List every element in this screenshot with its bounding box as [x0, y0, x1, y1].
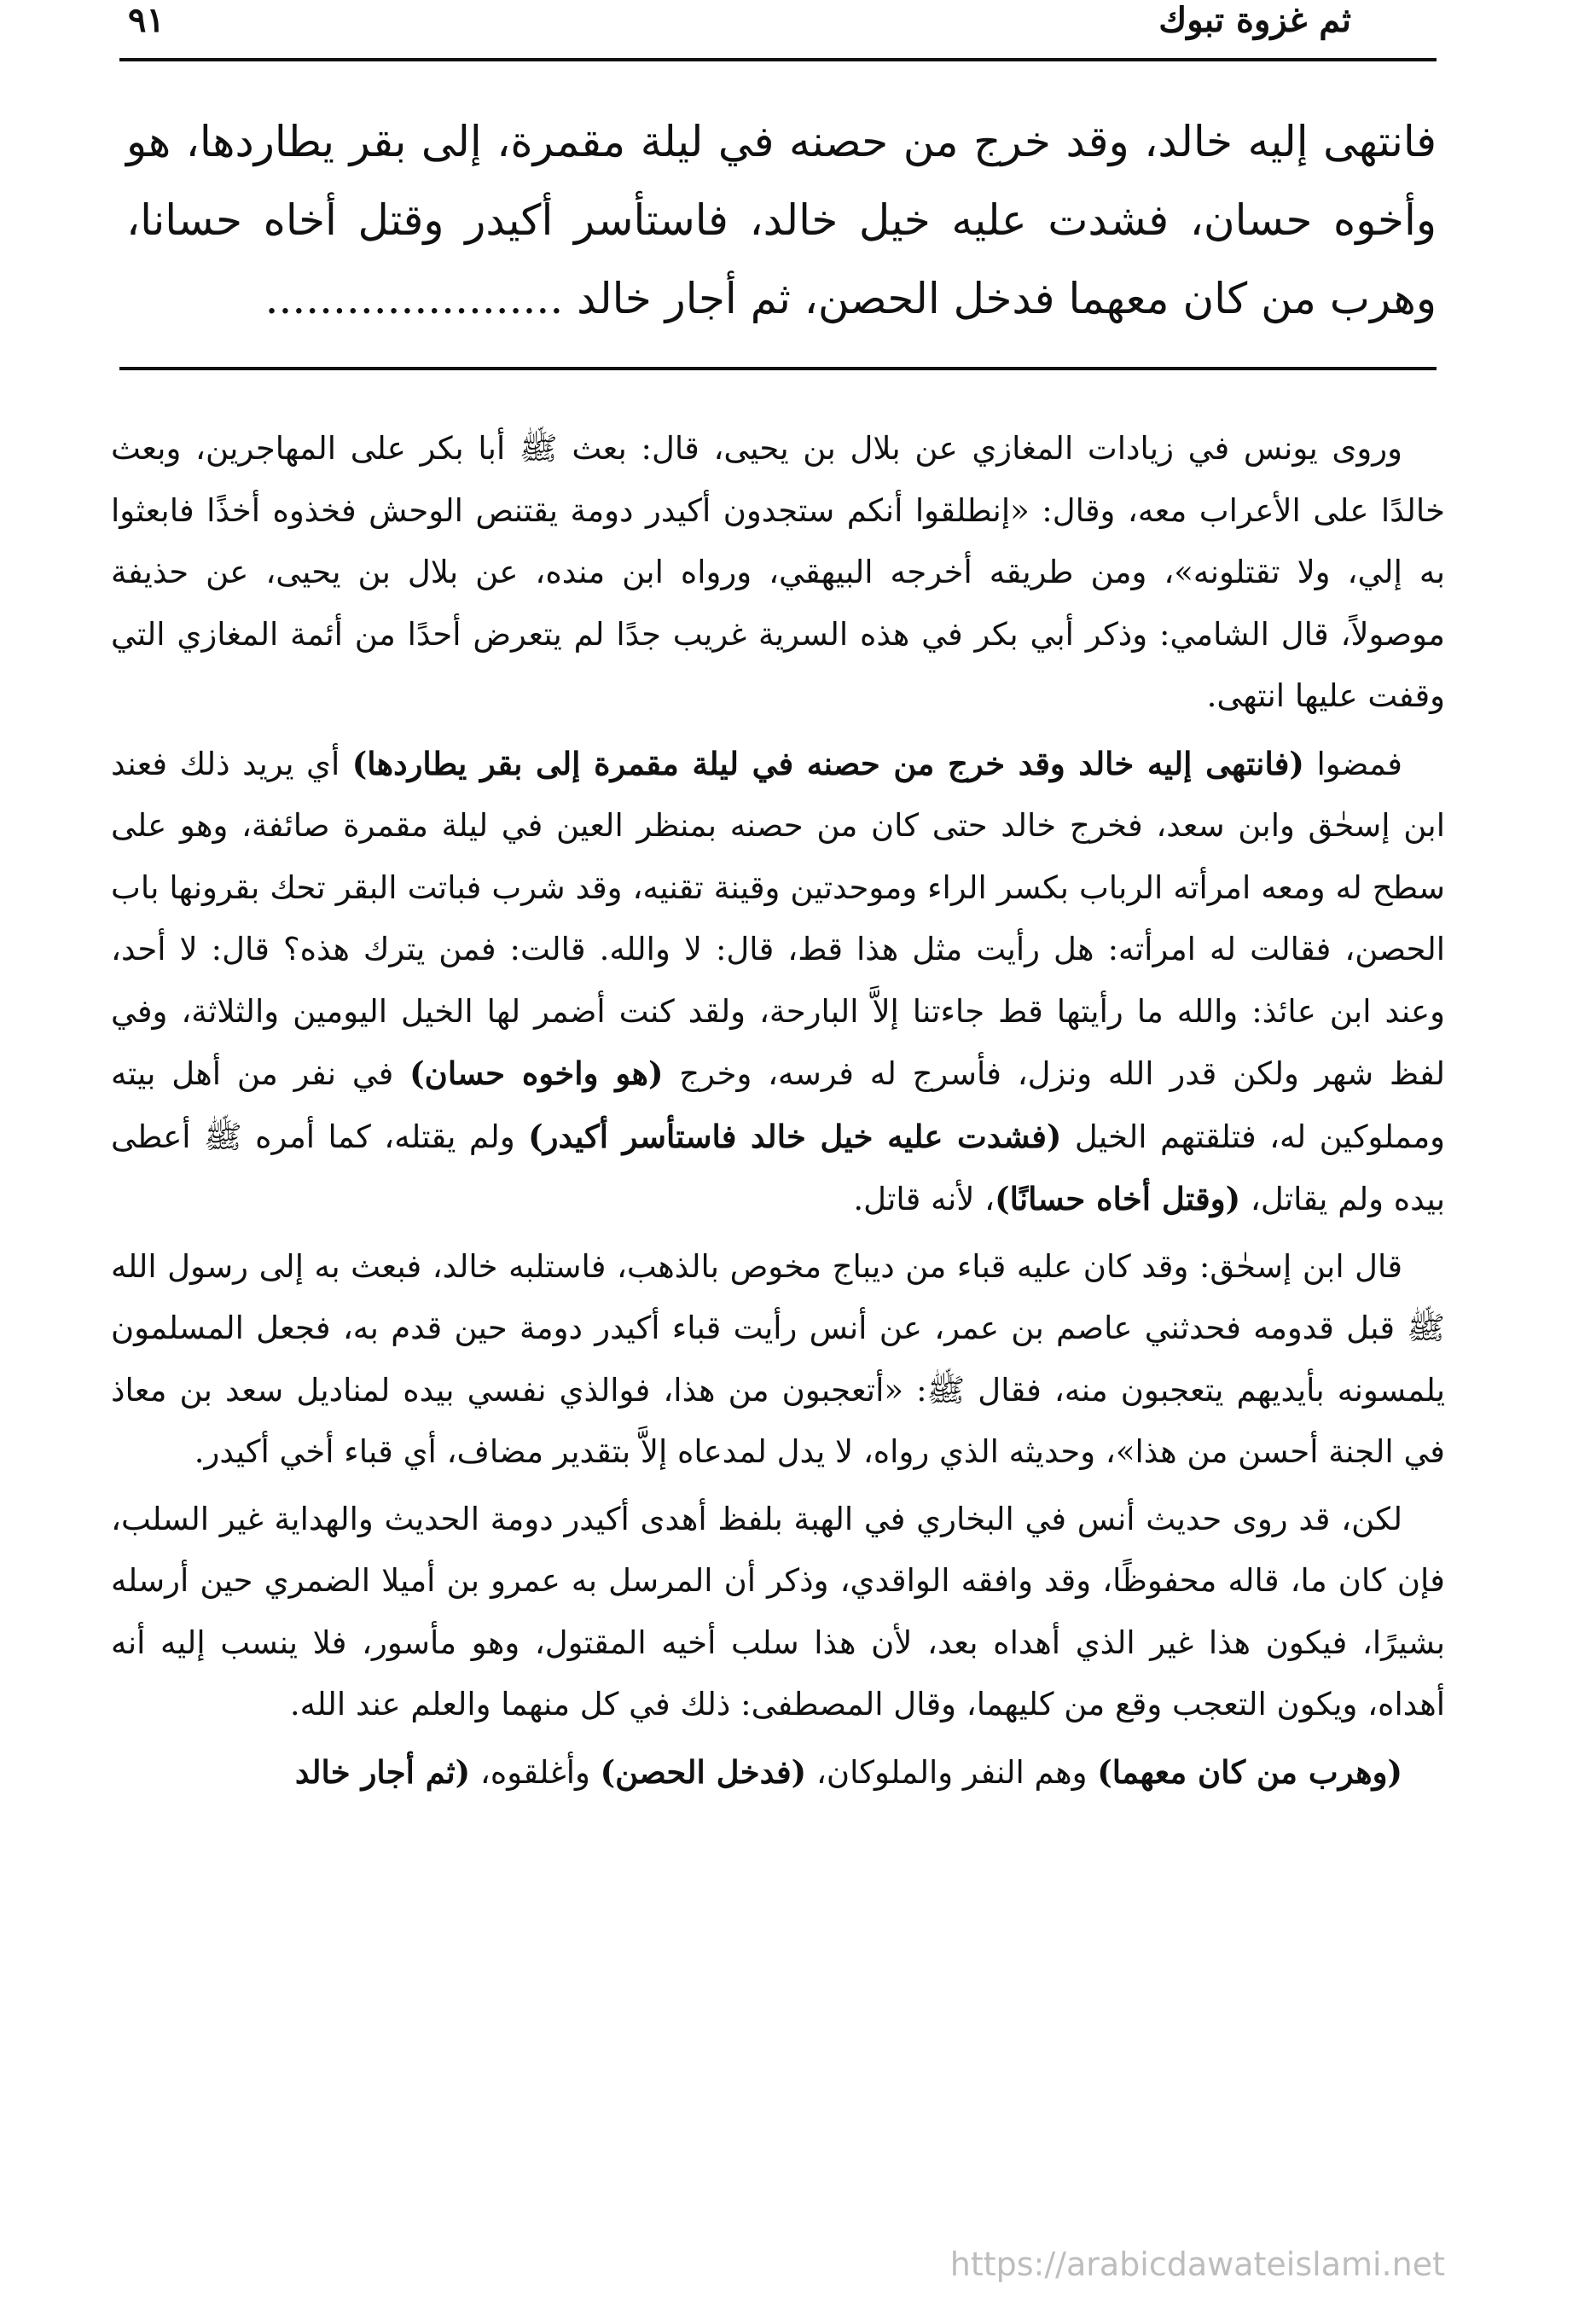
paragraph-text: ، لأنه قاتل.	[853, 1181, 995, 1217]
matn-quote: (فانتهى إليه خالد وقد خرج من حصنه في ليلة مقمرة إلى بقر يطاردها)	[351, 744, 1304, 782]
matn-quote: (فشدت عليه خيل خالد فاستأسر أكيدر)	[528, 1117, 1062, 1155]
commentary-paragraph	[111, 1741, 1445, 1804]
matn-quote: (هو واخوه حسان)	[409, 1055, 664, 1092]
matn-quote: (وهرب من كان معهما)	[1097, 1752, 1402, 1791]
matn-quote: (فدخل الحصن)	[600, 1752, 807, 1791]
paragraph-text: وهم النفر والملوكان،	[806, 1753, 1098, 1791]
commentary-paragraph: وروى يونس في زيادات المغازي عن بلال بن يحيى، قال: بعث ﷺ أبا بكر على المهاجرين، وبعث خالدًا على الأعراب معه، وقال: «إنطلقوا أنكم ستجدون أكيدر دومة يقتنص الوحش فخذوه أخذًا فابعثوا به إلي، ولا تقتلونه»، ومن طريقه أخرجه البيهقي، ورواه ابن منده، عن بلال بن يحيى، عن حذيفة موصولاً، قال الشامي: وذكر أبي بكر في هذه السرية غريب جدًا لم يتعرض أحدًا من أئمة المغازي التي وقفت عليها انتهى.	[111, 430, 1445, 714]
matn-separator-rule	[119, 367, 1437, 370]
paragraph-text: وأغلقوه،	[470, 1753, 601, 1791]
page-number: ٩١	[128, 0, 165, 40]
paragraph-text: في نفر من أهل بيته ومملوكين له، فتلقتهم الخيل	[111, 1055, 1446, 1155]
paragraph-text: ولم يقتله، كما أمره ﷺ أعطى بيده ولم يقاتل،	[111, 1118, 1445, 1217]
matn-quote: (ثم أجار خالد	[294, 1752, 471, 1791]
matn-quote: (وقتل أخاه حسانًا)	[995, 1180, 1241, 1217]
running-header	[119, 0, 1445, 51]
commentary-paragraph: لكن، قد روى حديث أنس في البخاري في الهبة بلفظ أهدى أكيدر دومة الحديث والهداية غير السلب، فإن كان ما، قاله محفوظًا، وقد وافقه الواقدي، وذكر أن المرسل به عمرو بن أميلا الضمري حين أرسله بشيرًا، فيكون هذا غير الذي أهداه بعد، لأن هذا سلب أخيه المقتول، وهو مأسور، فلا ينسب إليه أنه أهداه، ويكون التعجب وقع من كليهما، وقال المصطفى: ذلك في كل منهما والعلم عند الله.	[111, 1500, 1445, 1723]
running-title: ثم غزوة تبوك	[1158, 0, 1351, 40]
watermark-url: https://arabicdawateislami.net	[949, 2246, 1445, 2283]
commentary-body	[111, 418, 1445, 1804]
commentary-paragraph	[111, 733, 1445, 1231]
paragraph-text: فمضوا	[1303, 745, 1402, 782]
commentary-paragraph: قال ابن إسحٰق: وقد كان عليه قباء من ديباج مخوص بالذهب، فاستلبه خالد، فبعث به إلى رسول الله ﷺ قبل قدومه فحدثني عاصم بن عمر، عن أنس رأيت قباء أكيدر دومة حين قدم به، فجعل المسلمون يلمسونه بأيديهم يتعجبون منه، فقال ﷺ: «أتعجبون من هذا، فوالذي نفسي بيده لمناديل سعد بن معاذ في الجنة أحسن من هذا»، وحديثه الذي رواه، لا يدل لمدعاه إلاَّ بتقدير مضاف، أي قباء أخي أكيدر.	[111, 1247, 1445, 1470]
header-rule	[119, 58, 1437, 61]
paragraph-text: أي يريد ذلك فعند ابن إسحٰق وابن سعد، فخرج خالد حتى كان من حصنه بمنظر العين في ليلة مقمرة صائفة، وهو على سطح له ومعه امرأته الرباب بكسر الراء وموحدتين وقينة تقنيه، وقد شرب فباتت البقر تحك بقرونها باب الحصن، فقالت له امرأته: هل رأيت مثل هذا قط، قال: لا والله. قالت: فمن يترك هذه؟ قال: لا أحد، وعند ابن عائذ: والله ما رأيتها قط جاءتنا إلاَّ البارحة، ولقد كنت أضمر لها الخيل اليومين والثلاثة، وفي لفظ شهر ولكن قدر الله ونزل، فأسرج له فرسه، وخرج	[111, 745, 1446, 1092]
matn-text: فانتهى إليه خالد، وقد خرج من حصنه في ليلة مقمرة، إلى بقر يطاردها، هو وأخوه حسان، فشدت عليه خيل خالد، فاستأسر أكيدر وقتل أخاه حسانا، وهرب من كان معهما فدخل الحصن، ثم أجار خالد ......................	[126, 117, 1437, 323]
